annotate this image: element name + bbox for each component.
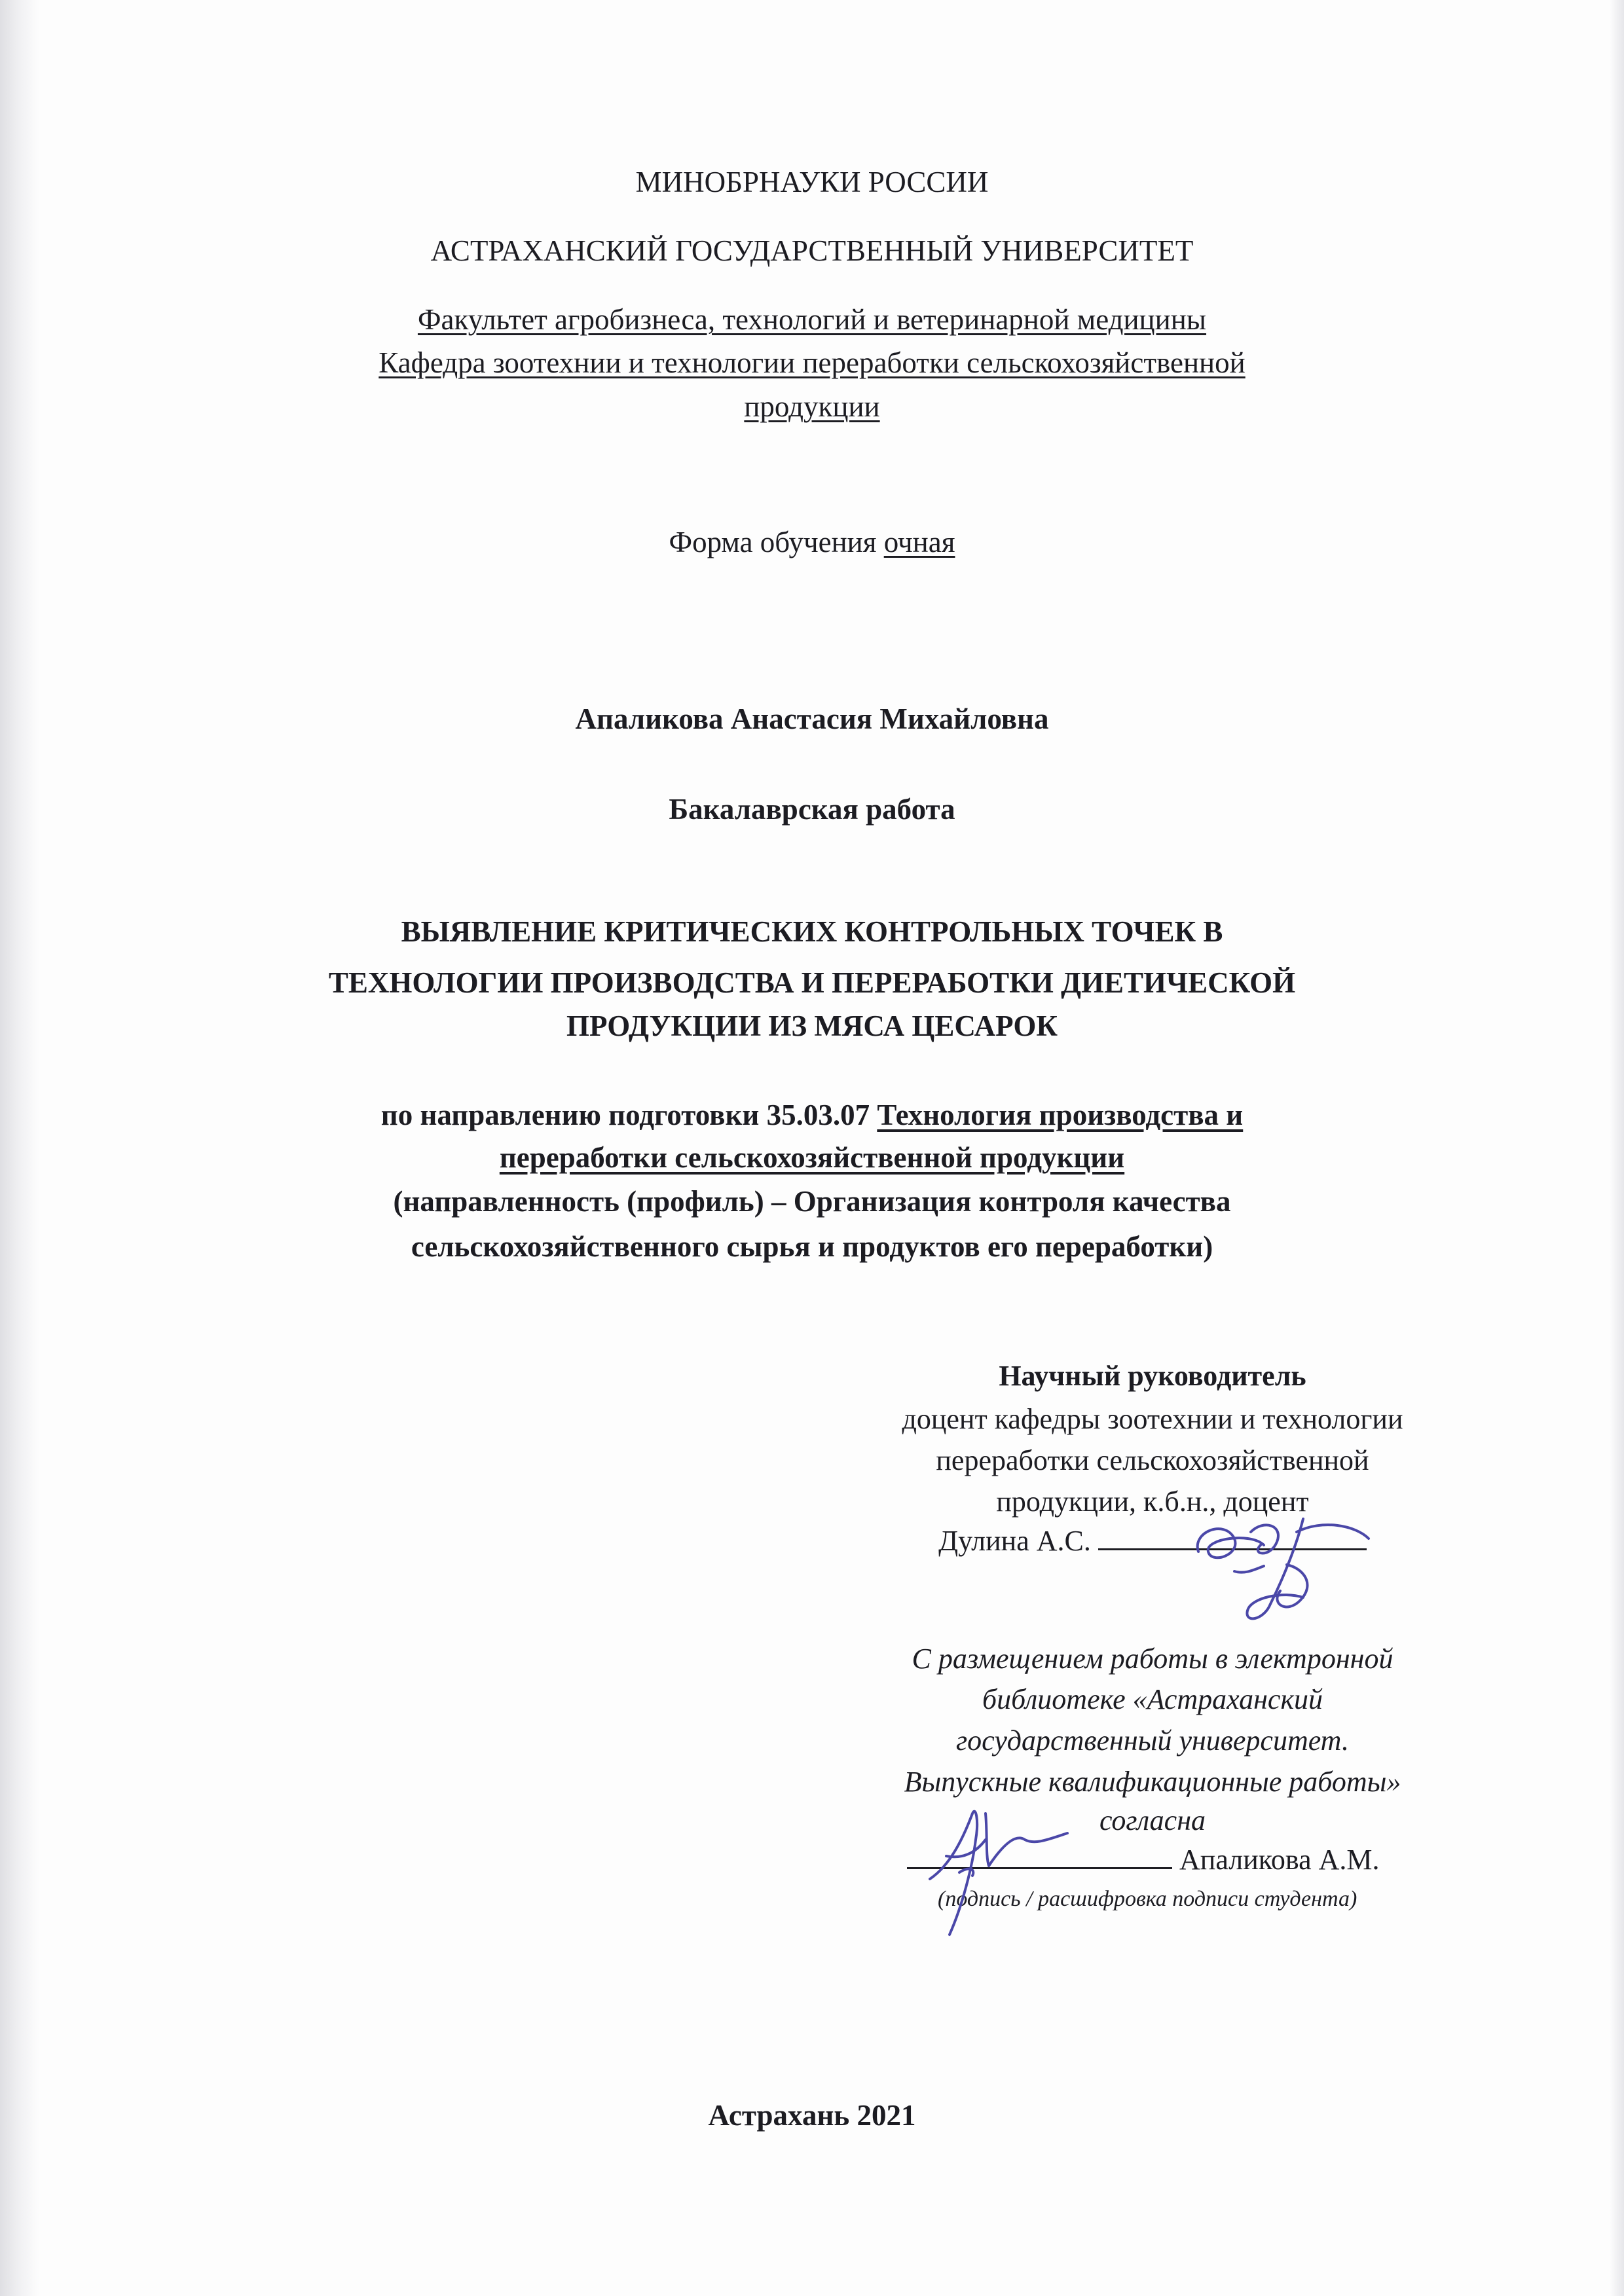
direction-line1 (0, 1098, 1624, 1132)
supervisor-position-line3: продукции, к.б.н., доцент (996, 1485, 1309, 1518)
direction-prefix: по направлению подготовки 35.03.07 (380, 1099, 877, 1131)
consent-line4: Выпускные квалификационные работы» (904, 1766, 1401, 1798)
supervisor-signature-line (825, 1524, 1480, 1558)
study-form-value: очная (883, 526, 955, 558)
department-name-line1: Кафедра зоотехнии и технологии переработки сельскохозяйственной (378, 346, 1246, 379)
consent-line3: государственный университет. (956, 1724, 1349, 1757)
city-year: Астрахань 2021 (708, 2099, 916, 2132)
study-form-label: Форма обучения (669, 526, 884, 558)
ministry-name: МИНОБРНАУКИ РОССИИ (635, 166, 989, 198)
supervisor-position-line2: переработки сельскохозяйственной (936, 1444, 1369, 1476)
student-signature-line (907, 1843, 1380, 1876)
profile-line1: (направленность (профиль) – Организация контроля качества (393, 1185, 1231, 1218)
supervisor-name: Дулина А.С. (938, 1525, 1098, 1557)
direction-name-part1: Технология производства и (877, 1099, 1244, 1131)
consent-line2: библиотеке «Астраханский (982, 1683, 1323, 1715)
study-form (0, 525, 1624, 559)
student-signature-blank (907, 1862, 1172, 1869)
university-name: АСТРАХАНСКИЙ ГОСУДАРСТВЕННЫЙ УНИВЕРСИТЕТ (430, 234, 1194, 267)
consent-line1: С размещением работы в электронной (912, 1643, 1393, 1675)
supervisor-signature-blank (1098, 1543, 1367, 1550)
title-line3: ПРОДУКЦИИ ИЗ МЯСА ЦЕСАРОК (566, 1010, 1058, 1042)
author-name: Апаликова Анастасия Михайловна (575, 702, 1049, 735)
profile-line2: сельскохозяйственного сырья и продуктов его переработки) (411, 1230, 1213, 1263)
supervisor-heading: Научный руководитель (999, 1360, 1306, 1392)
faculty-name: Факультет агробизнеса, технологий и ветеринарной медицины (417, 303, 1207, 336)
consent-line5: согласна (1099, 1804, 1206, 1836)
student-name: Апаликова А.М. (1172, 1844, 1380, 1876)
department-name-line2: продукции (744, 390, 880, 423)
signature-caption: (подпись / расшифровка подписи студента) (938, 1887, 1357, 1911)
supervisor-position-line1: доцент кафедры зоотехнии и технологии (902, 1403, 1403, 1435)
title-line1: ВЫЯВЛЕНИЕ КРИТИЧЕСКИХ КОНТРОЛЬНЫХ ТОЧЕК В (401, 915, 1223, 948)
direction-name-part2: переработки сельскохозяйственной продукции (499, 1141, 1125, 1174)
title-line2: ТЕХНОЛОГИИ ПРОИЗВОДСТВА И ПЕРЕРАБОТКИ ДИЕТИЧЕСКОЙ (328, 966, 1296, 999)
work-type: Бакалаврская работа (669, 793, 955, 826)
